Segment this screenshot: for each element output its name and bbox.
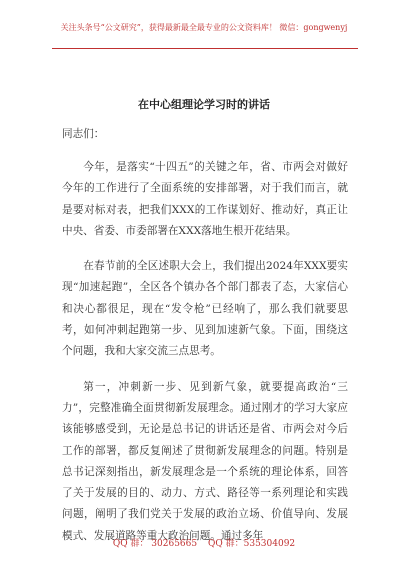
footer-qq-group-1: QQ 群： 30265665 [112,539,198,549]
page-header-banner: 关注头条号“公文研究”，获得最新最全最专业的公文资料库！ 微信：gongwenyj [60,23,348,32]
document-body [62,124,348,561]
page-footer [0,536,408,549]
paragraph-1: 今年，是落实“十四五”的关键之年，省、市两会对做好今年的工作进行了全面系统的安排部署，对于我们而言，就是要对标对表，把我们XXX的工作谋划好、推动好，真正让中央、省委、市委部署在XXX落地生根开花结果。 [62,161,348,237]
paragraph-3: 第一，冲刺新一步、见到新气象，就要提高政治“三力”，完整准确全面贯彻新发展理念。通过刚才的学习大家应该能够感受到，无论是总书记的讲话还是省、市两会对今后工作的部署，都反复阐述了贯彻新发展理念的问题。特别是总书记深刻指出，新发展理念是一个系统的理论体系，回答了关于发展的目的、动力、方式、路径等一系列理论和实践问题，阐明了我们党关于发展的政治立场、价值导向、发展模式、发展道路等重大政治问题。通过多年 [62,380,348,542]
header-divider [52,48,358,49]
document-title: 在中心组理论学习时的讲话 [138,98,270,111]
salutation: 同志们： [62,128,105,140]
footer-qq-group-2: QQ 群：535304092 [208,539,296,549]
paragraph-2: 在春节前的全区述职大会上，我们提出2024年XXX要实现“加速起跑”，全区各个镇办各个部门都表了态，大家信心和决心都很足，现在“发令枪”已经响了，那么我们就要思考，如何冲刺起跑第一步、见到加速新气象。下面，围绕这个问题，我和大家交流三点思考。 [62,260,348,358]
